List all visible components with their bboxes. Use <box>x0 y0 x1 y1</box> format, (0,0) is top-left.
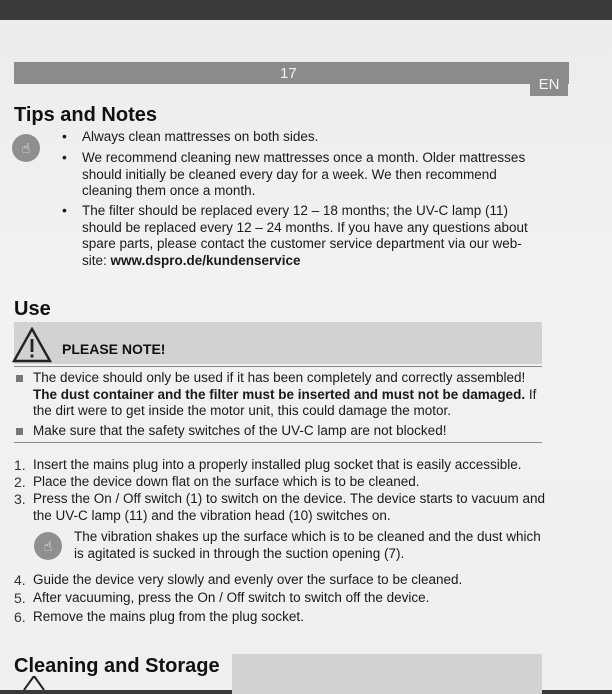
step-number: 5. <box>14 590 26 606</box>
step-2: Place the device down flat on the surface which is to be cleaned. <box>33 474 420 489</box>
step-number: 2. <box>14 474 26 490</box>
tips-heading: Tips and Notes <box>14 104 157 126</box>
divider <box>14 442 542 443</box>
website-link[interactable]: www.dspro.de/kundenservice <box>110 252 301 268</box>
step-number: 1. <box>14 457 26 473</box>
step-4: Guide the device very slowly and evenly over the surface to be cleaned. <box>33 572 463 587</box>
step-1: Insert the mains plug into a properly installed plug socket that is easily accessible. <box>33 457 522 472</box>
square-bullet <box>16 428 23 435</box>
note-item-1: The device should only be used if it has been completely and correctly assembled! The dust container and the filter must be inserted and must not be damaged. If the dirt were to get inside the motor unit, this could damage the motor. <box>33 370 537 418</box>
vibration-tip: The vibration shakes up the surface which is to be cleaned and the dust which is agitated is sucked in through the suction opening (7). <box>74 529 541 561</box>
square-bullet <box>16 375 23 382</box>
bullet-dot: • <box>62 149 67 165</box>
tip-item-3: The filter should be replaced every 12 – 18 months; the UV-C lamp (11) should be replaced every 12 – 24 months. If you have any questions about spare parts, please contact the customer service department via our web- site: www.dspro.de/kundenservice <box>82 203 528 268</box>
note-item-2: Make sure that the safety switches of the UV-C lamp are not blocked! <box>33 423 447 438</box>
language-tab: EN <box>530 74 568 96</box>
bullet-dot: • <box>62 128 67 144</box>
step-number: 6. <box>14 609 26 625</box>
use-heading: Use <box>14 298 51 320</box>
step-5: After vacuuming, press the On / Off switch to switch off the device. <box>33 590 430 605</box>
divider <box>14 366 542 367</box>
step-3: Press the On / Off switch (1) to switch on the device. The device starts to vacuum and the UV-C lamp (11) and the vibration head (10) switches on. <box>33 491 545 523</box>
step-number: 3. <box>14 491 26 507</box>
hand-pointer-icon: ☝ <box>12 134 40 162</box>
warning-triangle-icon <box>22 676 46 690</box>
tip-item-1: Always clean mattresses on both sides. <box>82 129 319 144</box>
step-number: 4. <box>14 572 26 588</box>
note-title: PLEASE NOTE! <box>62 341 166 357</box>
hand-pointer-icon: ☝ <box>34 532 62 560</box>
cleaning-heading: Cleaning and Storage <box>14 655 220 677</box>
bullet-dot: • <box>62 202 67 218</box>
page-number: 17 <box>280 65 297 82</box>
header-band <box>14 62 569 84</box>
step-6: Remove the mains plug from the plug socket. <box>33 609 304 624</box>
tip-item-2: We recommend cleaning new mattresses once a month. Older mattresses should initially be cleaned every day for a week. We then recommend cleaning them once a month. <box>82 150 526 198</box>
cleaning-band <box>232 654 542 694</box>
warning-triangle-icon <box>12 327 52 363</box>
